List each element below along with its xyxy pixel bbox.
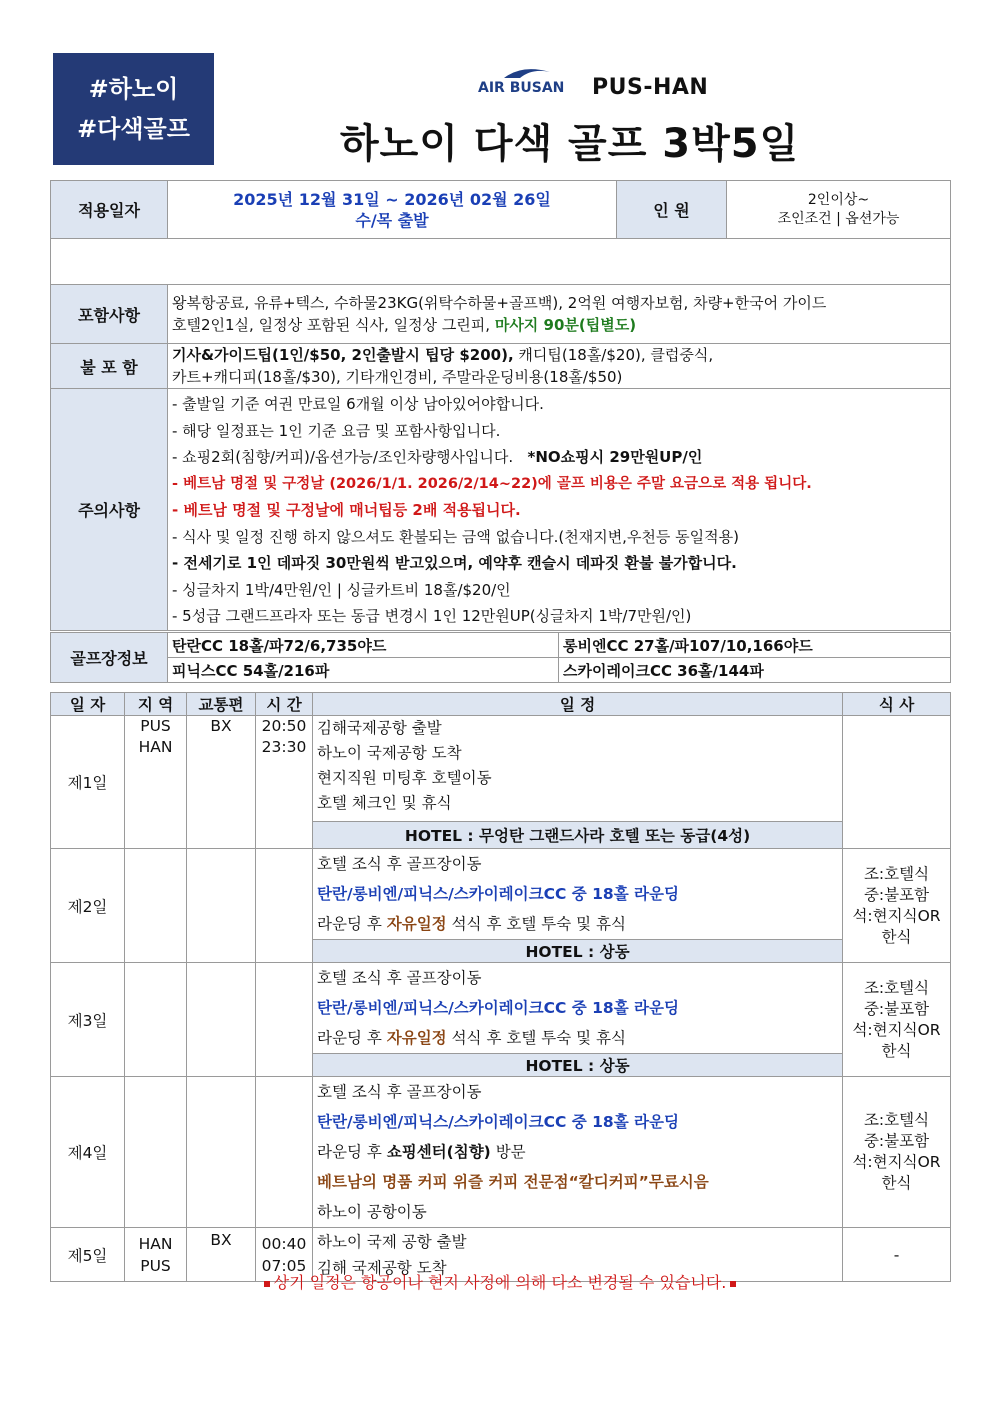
notice-holiday: - 베트남 명절 및 구정날 (2026/1/1. 2026/2/14~22)에 골프 비용은 주말 요금으로 적용 됩니다. xyxy=(172,475,812,492)
day1-label: 제1일 xyxy=(51,716,125,849)
day2-label: 제2일 xyxy=(51,849,125,963)
notice-upgrade: - 5성급 그랜드프라자 또는 동급 변경시 1인 12만원UP(싱글차지 1박/7만원/인) xyxy=(172,607,692,625)
day5-label: 제5일 xyxy=(51,1228,125,1282)
info-table xyxy=(50,180,951,631)
schedule-table xyxy=(50,692,951,1282)
day1-region-from: PUS xyxy=(140,717,171,735)
day3-meal-dinner: 석:현지식OR xyxy=(852,1020,941,1039)
apply-dates: 2025년 12월 31일 ~ 2026년 02월 26일 xyxy=(233,189,551,209)
day3-item-3b: 자유일정 xyxy=(386,1029,447,1047)
day4-item-2: 탄란/롱비엔/피닉스/스카이레이크CC 중 18홀 라운딩 xyxy=(317,1113,679,1131)
notice-no-shopping: *NO쇼핑시 29만원UP/인 xyxy=(527,448,703,466)
day5-item-2: 김해 국제공항 도착 xyxy=(317,1258,447,1277)
golf-course-skylake: 스카이레이크CC 36홀/144파 xyxy=(559,658,951,683)
day1-item-3: 현지직원 미팅후 호텔이동 xyxy=(317,769,492,787)
day5-time-arrive: 07:05 xyxy=(261,1256,307,1275)
people-min: 2인이상~ xyxy=(807,191,870,208)
day3-item-3a: 라운딩 후 xyxy=(317,1029,387,1047)
header-region: 지 역 xyxy=(125,693,187,716)
day1-item-4: 호텔 체크인 및 휴식 xyxy=(317,794,452,812)
golf-course-tanran: 탄란CC 18홀/파72/6,735야드 xyxy=(168,633,559,658)
day4-transport xyxy=(187,1077,256,1228)
tag-box xyxy=(53,53,214,165)
day1-time-depart: 20:50 xyxy=(261,717,307,735)
include-label: 포함사항 xyxy=(51,285,168,344)
people-condition: 조인조건 | 옵션가능 xyxy=(777,210,900,227)
day2-item-1: 호텔 조식 후 골프장이동 xyxy=(317,855,482,873)
header-itinerary: 일 정 xyxy=(313,693,843,716)
day1-hotel: HOTEL : 무엉탄 그랜드사라 호텔 또는 동급(4성) xyxy=(313,822,843,849)
day5-item-1: 하노이 국제 공항 출발 xyxy=(317,1232,467,1251)
notice-single: - 싱글차지 1박/4만원/인 | 싱글카트비 18홀/$20/인 xyxy=(172,580,511,599)
golf-course-phoenix: 피닉스CC 54홀/216파 xyxy=(168,658,559,683)
day4-item-3c: 방문 xyxy=(490,1143,526,1161)
notice-2: - 해당 일정표는 1인 기준 요금 및 포함사항입니다. xyxy=(172,421,501,440)
day3-time xyxy=(256,963,313,1077)
day2-item-3a: 라운딩 후 xyxy=(317,915,387,933)
day2-meal-breakfast: 조:호텔식 xyxy=(863,864,930,883)
exclude-caddie: 캐디팁(18홀/$20), 클럽중식, xyxy=(513,346,714,364)
day4-meal-breakfast: 조:호텔식 xyxy=(863,1111,930,1129)
day1-time-arrive: 23:30 xyxy=(261,738,307,756)
day2-item-3c: 석식 후 호텔 투숙 및 휴식 xyxy=(446,915,626,933)
day4-label: 제4일 xyxy=(51,1077,125,1228)
day4-meal-lunch: 중:불포함 xyxy=(863,1132,930,1150)
day4-meal-dinner: 석:현지식OR xyxy=(852,1153,941,1171)
day4-item-1: 호텔 조식 후 골프장이동 xyxy=(317,1083,482,1101)
header-day: 일 자 xyxy=(51,693,125,716)
day2-meal-dinner: 석:현지식OR xyxy=(852,906,941,925)
golf-course-longbien: 롱비엔CC 27홀/파107/10,166야드 xyxy=(559,633,951,658)
people-label: 인 원 xyxy=(617,181,727,239)
day1-item-2: 하노이 국제공항 도착 xyxy=(317,744,462,762)
header-time: 시 간 xyxy=(256,693,313,716)
apply-days: 수/목 출발 xyxy=(355,210,429,230)
notice-refund: - 식사 및 일정 진행 하지 않으셔도 환불되는 금액 없습니다.(천재지변,우천등 동일적용) xyxy=(172,527,739,546)
day5-region-to: PUS xyxy=(140,1256,171,1275)
day3-meal-lunch: 중:불포함 xyxy=(863,999,930,1018)
day1-meals xyxy=(843,716,951,849)
tag-golf: #다색골프 xyxy=(77,115,190,143)
tag-hanoi: #하노이 xyxy=(88,75,179,103)
include-line-1: 왕복항공료, 유류+텍스, 수하물23KG(위탁수하물+골프백), 2억원 여행자보험, 차량+한국어 가이드 xyxy=(172,294,827,312)
day3-item-3c: 석식 후 호텔 투숙 및 휴식 xyxy=(446,1029,626,1047)
day1-region-to: HAN xyxy=(138,738,173,756)
blank-row xyxy=(51,239,951,285)
day2-time xyxy=(256,849,313,963)
wing-icon xyxy=(502,66,552,80)
day3-item-1: 호텔 조식 후 골프장이동 xyxy=(317,969,482,987)
day2-region xyxy=(125,849,187,963)
day2-meal-lunch: 중:불포함 xyxy=(863,885,930,904)
day4-item-4: 베트남의 명품 커피 위즐 커피 전문점“칼디커피”무료시음 xyxy=(317,1173,709,1191)
notice-deposit: - 전세기로 1인 데파짓 30만원씩 받고있으며, 예약후 캔슬시 데파짓 환불 불가합니다. xyxy=(172,554,737,572)
day1-transport: BX xyxy=(187,716,256,849)
golf-label: 골프장정보 xyxy=(51,633,168,683)
day3-meal-dinner-alt: 한식 xyxy=(881,1041,912,1060)
day2-hotel: HOTEL : 상동 xyxy=(313,940,843,963)
day4-time xyxy=(256,1077,313,1228)
header-transport: 교통편 xyxy=(187,693,256,716)
apply-label: 적용일자 xyxy=(51,181,168,239)
day5-region-from: HAN xyxy=(138,1234,173,1253)
include-massage: 마사지 90분(팁별도) xyxy=(494,316,637,334)
bullet-square-icon xyxy=(730,1281,736,1287)
day4-item-3b: 쇼핑센터(침향) xyxy=(386,1143,491,1161)
day4-item-5: 하노이 공항이동 xyxy=(317,1203,427,1221)
exclude-label: 불 포 함 xyxy=(51,344,168,389)
day5-transport: BX xyxy=(187,1228,256,1282)
day2-transport xyxy=(187,849,256,963)
page-title: 하노이 다색 골프 3박5일 xyxy=(340,121,800,167)
day2-meal-dinner-alt: 한식 xyxy=(881,927,912,946)
notice-manner-tip: - 베트남 명절 및 구정날에 매너팁등 2배 적용됩니다. xyxy=(172,501,521,519)
day3-item-2: 탄란/롱비엔/피닉스/스카이레이크CC 중 18홀 라운딩 xyxy=(317,999,679,1017)
notice-label: 주의사항 xyxy=(51,389,168,631)
airline-logo xyxy=(478,66,568,98)
day2-item-2: 탄란/롱비엔/피닉스/스카이레이크CC 중 18홀 라운딩 xyxy=(317,885,679,903)
day3-transport xyxy=(187,963,256,1077)
day5-meals: - xyxy=(843,1228,951,1282)
day3-meal-breakfast: 조:호텔식 xyxy=(863,978,930,997)
logo-text-air: AIR xyxy=(478,80,505,96)
footnote-text: 상기 일정은 항공이나 현지 사정에 의해 다소 변경될 수 있습니다. xyxy=(273,1273,727,1292)
day4-item-3a: 라운딩 후 xyxy=(317,1143,387,1161)
day1-item-1: 김해국제공항 출발 xyxy=(317,719,442,737)
day5-time-depart: 00:40 xyxy=(261,1234,307,1253)
header-meals: 식 사 xyxy=(843,693,951,716)
notice-1: - 출발일 기준 여권 만료일 6개월 이상 남아있어야합니다. xyxy=(172,395,544,413)
footnote xyxy=(0,1270,1000,1293)
exclude-tip: 기사&가이드팁(1인/$50, 2인출발시 팁당 $200), xyxy=(172,346,514,364)
exclude-line-2: 카트+캐디피(18홀/$30), 기타개인경비, 주말라운딩비용(18홀/$50) xyxy=(172,368,623,386)
day3-region xyxy=(125,963,187,1077)
logo-text-busan: BUSAN xyxy=(509,80,565,96)
include-line-2: 호텔2인1실, 일정상 포함된 식사, 일정상 그린피, xyxy=(172,316,495,334)
bullet-square-icon xyxy=(264,1281,270,1287)
day3-label: 제3일 xyxy=(51,963,125,1077)
day2-item-3b: 자유일정 xyxy=(386,915,447,933)
day4-region xyxy=(125,1077,187,1228)
route-code: PUS-HAN xyxy=(592,75,709,100)
golf-table xyxy=(50,632,951,683)
day4-meal-dinner-alt: 한식 xyxy=(881,1174,912,1192)
notice-3: - 쇼핑2회(침향/커피)/옵션가능/조인차량행사입니다. xyxy=(172,448,514,466)
day3-hotel: HOTEL : 상동 xyxy=(313,1054,843,1077)
